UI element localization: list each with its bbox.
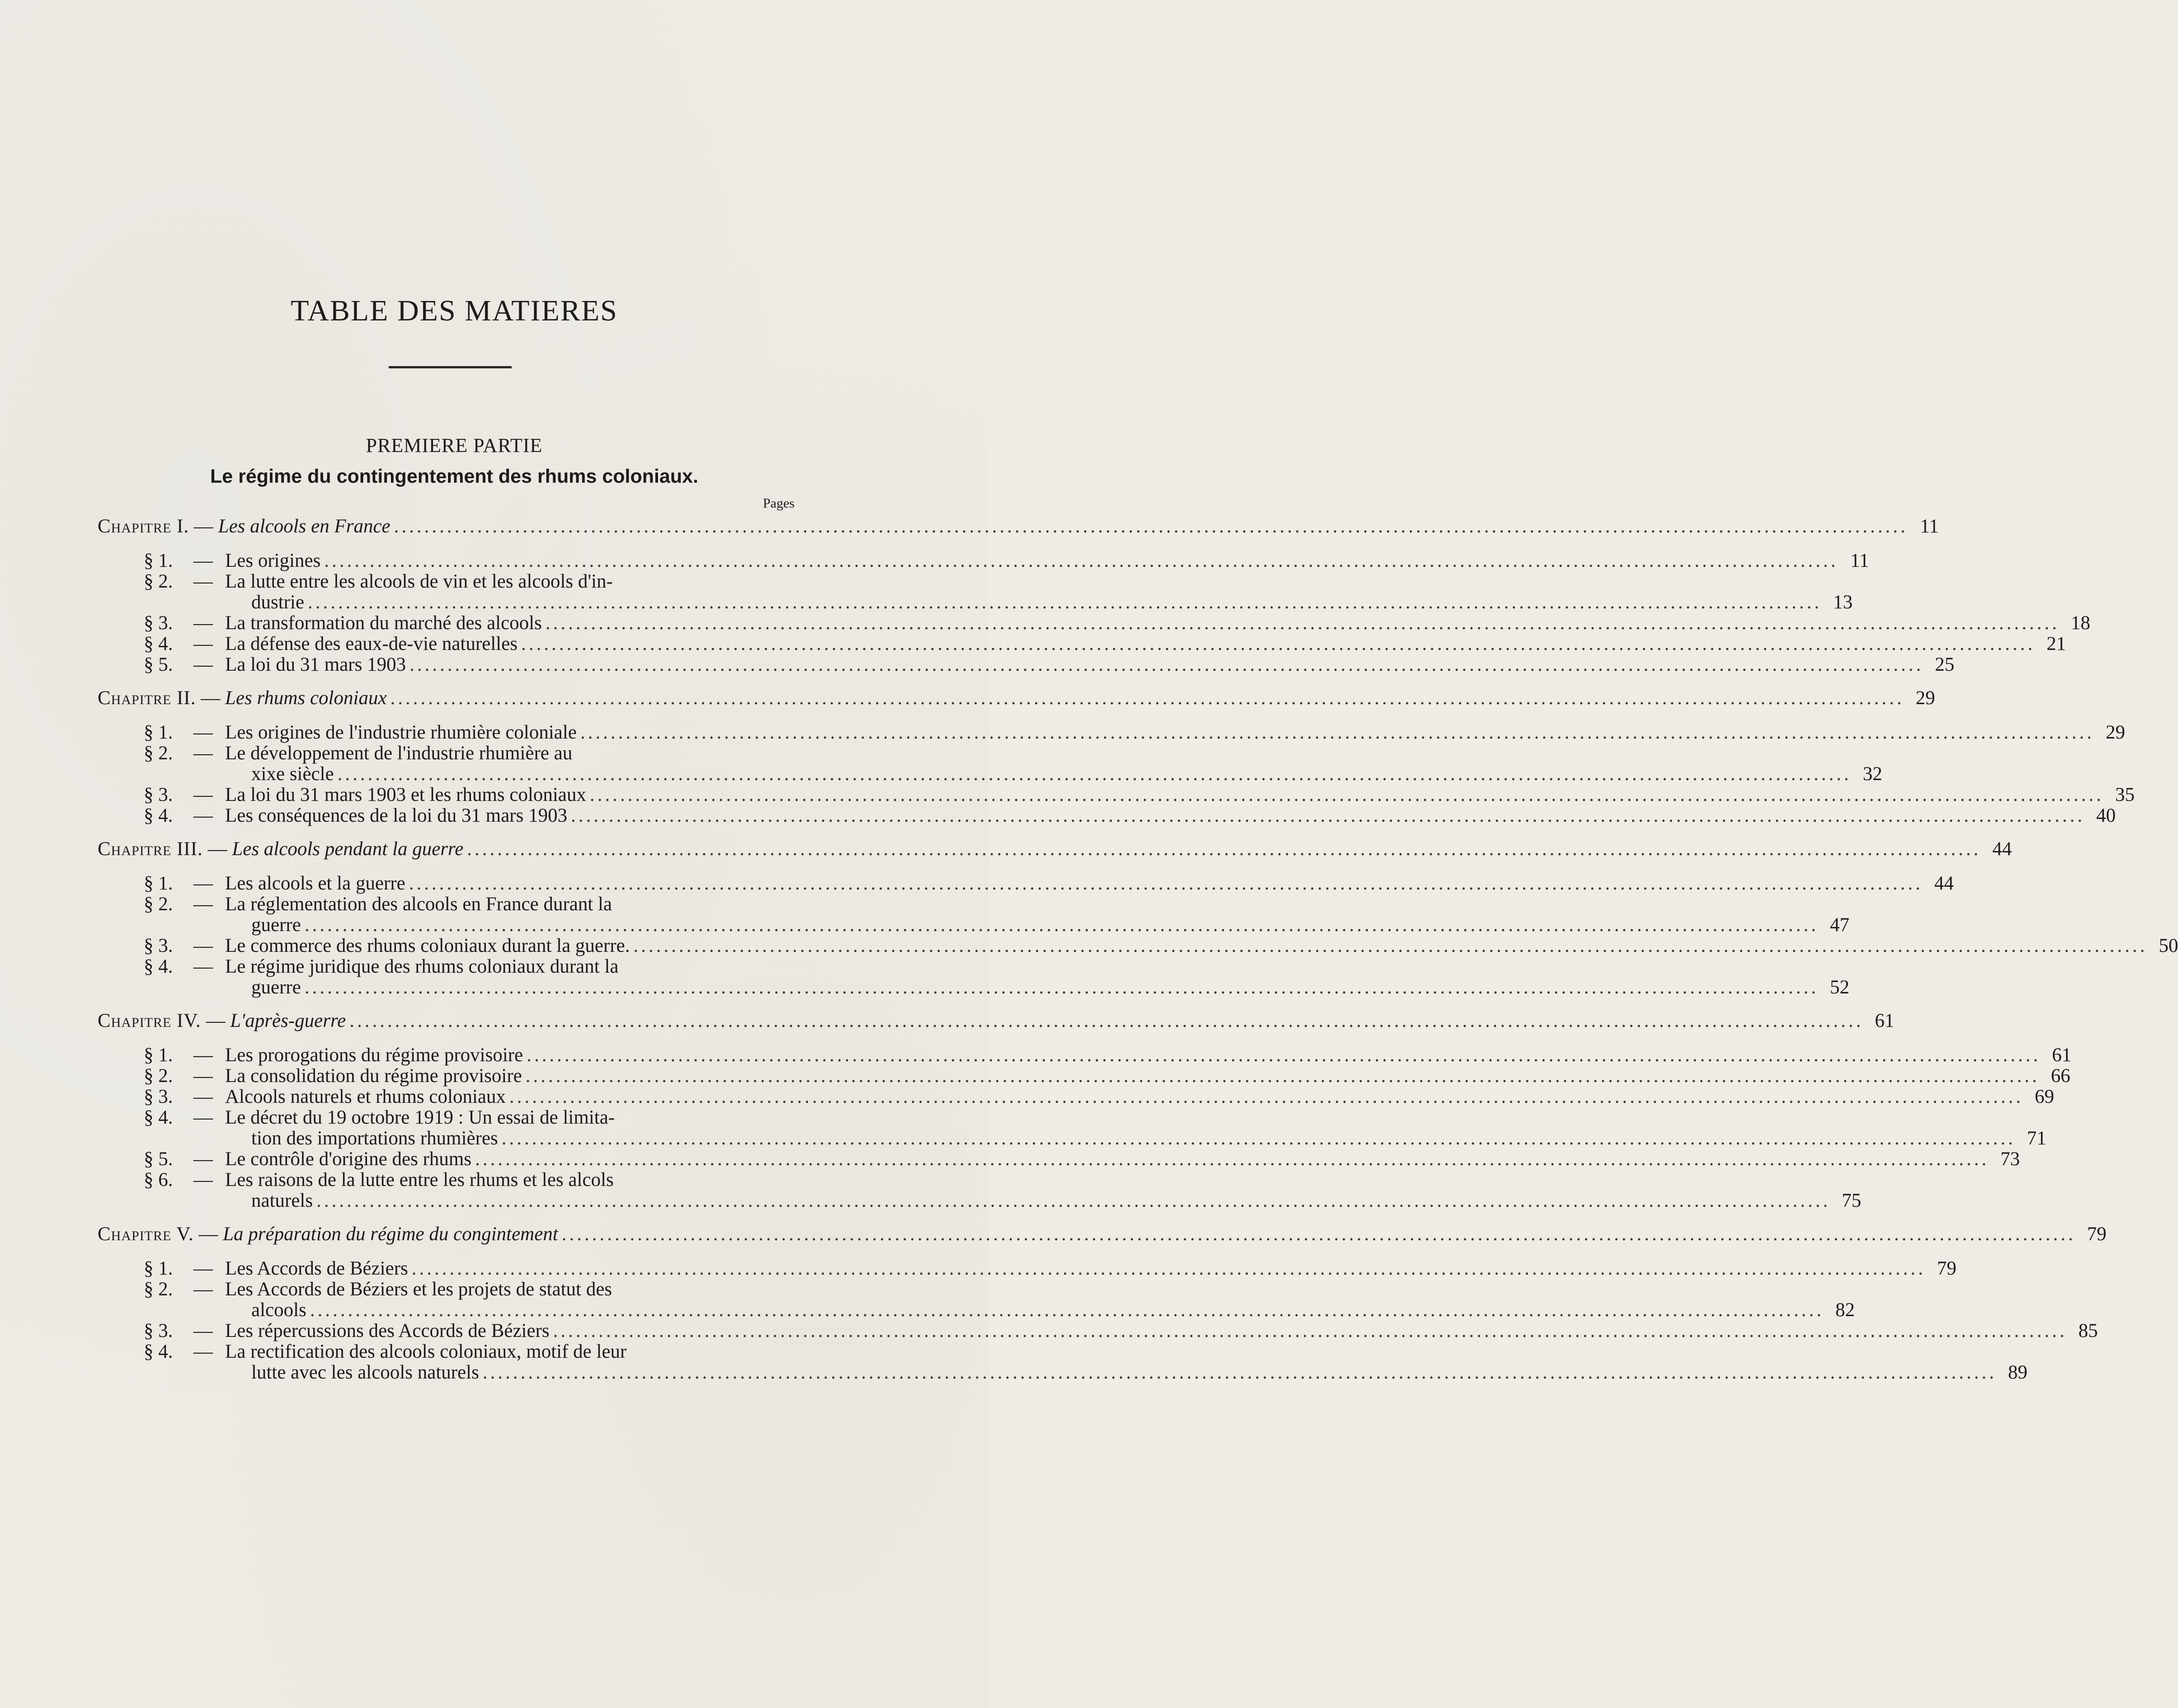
em-dash: —	[193, 1258, 213, 1279]
em-dash: —	[193, 1169, 213, 1190]
section-title: La lutte entre les alcools de vin et les alcools d'in-	[225, 571, 613, 592]
toc-section-cont-row	[251, 914, 1849, 936]
chapter-title: L'après-guerre	[230, 1010, 346, 1031]
entry-text	[144, 633, 517, 655]
section-label: § 2.	[144, 743, 173, 764]
dot-leader: ........................................................................................................................................................................................................	[409, 873, 1923, 894]
em-dash: —	[193, 550, 213, 571]
em-dash: —	[193, 1341, 213, 1362]
page-number: 29	[1915, 687, 1935, 709]
dot-leader: ........................................................................................................................................................................................................	[475, 1148, 1990, 1170]
section-title-cont: alcools	[251, 1299, 306, 1321]
dot-leader: ........................................................................................................................................................................................................	[411, 1258, 1926, 1279]
toc-section-row	[144, 1086, 2054, 1108]
toc-section-cont-row	[251, 591, 1853, 614]
section-label: § 1.	[144, 550, 173, 571]
em-dash: —	[193, 633, 213, 654]
em-dash: —	[193, 935, 213, 956]
page-number: 40	[2096, 805, 2116, 826]
toc-section-row	[144, 1148, 2020, 1171]
spacer: —	[189, 516, 218, 537]
page-number: 85	[2078, 1320, 2098, 1341]
toc-section-cont-row	[251, 1127, 2046, 1150]
section-title: Les alcools et la guerre	[225, 873, 405, 894]
page-number: 44	[1934, 873, 1954, 894]
section-title-cont: xixe siècle	[251, 763, 334, 785]
dot-leader: ........................................................................................................................................................................................................	[525, 1065, 2040, 1087]
em-dash: —	[193, 722, 213, 743]
page-number: 69	[2034, 1086, 2054, 1107]
dot-leader: ........................................................................................................................................................................................................	[571, 805, 2085, 826]
toc-section-row	[144, 1257, 1957, 1280]
entry-text	[251, 591, 304, 614]
dot-leader: ........................................................................................................................................................................................................	[310, 1299, 1824, 1321]
toc-section-row	[144, 805, 2116, 827]
entry-text	[144, 935, 630, 957]
em-dash: —	[193, 654, 213, 675]
spacer: —	[193, 1223, 223, 1245]
toc-chapter-row	[98, 1010, 1895, 1032]
entry-text	[144, 1086, 506, 1108]
dot-leader: ........................................................................................................................................................................................................	[509, 1086, 2023, 1107]
em-dash: —	[193, 1107, 213, 1128]
section-title-cont: tion des importations rhumières	[251, 1128, 498, 1149]
section-label: § 6.	[144, 1169, 173, 1190]
section-label: § 4.	[144, 956, 173, 977]
dot-leader: ........................................................................................................................................................................................................	[589, 784, 2104, 805]
entry-text	[144, 1148, 471, 1171]
dot-leader: ........................................................................................................................................................................................................	[349, 1010, 1864, 1031]
chapter-label: Chapitre V.	[98, 1223, 194, 1245]
section-title: Les Accords de Béziers	[225, 1258, 408, 1279]
dot-leader: ........................................................................................................................................................................................................	[521, 633, 2036, 654]
section-title-cont: lutte avec les alcools naturels	[251, 1362, 479, 1383]
toc-section-row	[144, 872, 1954, 895]
toc-section-row	[144, 893, 612, 916]
toc-section-row	[144, 1278, 612, 1301]
toc-section-cont-row	[251, 1361, 2027, 1384]
page-number: 29	[2105, 722, 2125, 743]
chapter-label: Chapitre IV.	[98, 1010, 201, 1031]
toc-section-row	[144, 955, 619, 978]
entry-text	[251, 976, 301, 999]
section-title-cont: dustrie	[251, 592, 305, 613]
em-dash: —	[193, 1148, 213, 1170]
dot-leader: ........................................................................................................................................................................................................	[482, 1362, 1997, 1383]
page-number: 11	[1850, 550, 1869, 571]
entry-text	[251, 763, 334, 786]
section-label: § 4.	[144, 805, 173, 826]
entry-text	[144, 612, 542, 635]
entry-text	[251, 914, 301, 936]
toc-section-row	[144, 633, 2066, 655]
entry-text	[98, 515, 390, 538]
entry-text	[251, 1190, 313, 1212]
toc-section-row	[144, 570, 613, 593]
em-dash: —	[193, 612, 213, 634]
toc-section-row	[144, 1065, 2070, 1087]
dot-leader: ........................................................................................................................................................................................................	[304, 914, 1819, 936]
toc-section-row	[144, 1320, 2098, 1342]
section-title-cont: naturels	[251, 1190, 313, 1211]
page-number: 32	[1863, 763, 1882, 785]
section-title: Le développement de l'industrie rhumière au	[225, 743, 573, 764]
section-label: § 3.	[144, 612, 173, 634]
toc-section-row	[144, 654, 1955, 676]
dot-leader: ........................................................................................................................................................................................................	[580, 722, 2094, 743]
section-title: Les répercussions des Accords de Béziers	[225, 1320, 550, 1341]
dot-leader: ........................................................................................................................................................................................................	[304, 977, 1819, 998]
toc-section-row	[144, 1341, 626, 1363]
toc-section-row	[144, 1106, 615, 1129]
em-dash: —	[193, 956, 213, 977]
section-title: La loi du 31 mars 1903	[225, 654, 406, 675]
toc-section-row	[144, 721, 2125, 744]
toc-chapter-row	[98, 515, 1939, 538]
em-dash: —	[193, 805, 213, 826]
dot-leader: ........................................................................................................................................................................................................	[501, 1128, 2016, 1149]
entry-text	[251, 1361, 479, 1384]
em-dash: —	[193, 743, 213, 764]
spacer: —	[202, 838, 232, 860]
section-label: § 3.	[144, 935, 173, 956]
section-label: § 3.	[144, 1320, 173, 1341]
toc-section-row	[144, 550, 1869, 572]
page-number: 82	[1835, 1299, 1855, 1321]
part-subtitle: Le régime du contingentement des rhums coloniaux.	[210, 466, 698, 487]
page-number: 47	[1830, 914, 1849, 936]
title-rule	[389, 366, 512, 368]
dot-leader: ........................................................................................................................................................................................................	[324, 550, 1839, 571]
dot-leader: ........................................................................................................................................................................................................	[394, 516, 1908, 537]
dot-leader: ........................................................................................................................................................................................................	[467, 838, 1981, 860]
toc-section-cont-row	[251, 1190, 1862, 1212]
section-label: § 1.	[144, 1045, 173, 1066]
section-label: § 3.	[144, 784, 173, 805]
toc-chapter-row	[98, 1223, 2107, 1246]
page-number: 73	[2000, 1148, 2020, 1170]
part-label: PREMIERE PARTIE	[366, 434, 543, 456]
em-dash: —	[193, 894, 213, 915]
entry-text	[144, 872, 405, 895]
dot-leader: ........................................................................................................................................................................................................	[633, 935, 2148, 956]
page-number: 25	[1935, 654, 1955, 675]
page-number: 61	[2052, 1045, 2072, 1066]
chapter-title: Les rhums coloniaux	[225, 687, 387, 709]
page-number: 18	[2070, 612, 2090, 634]
section-label: § 5.	[144, 654, 173, 675]
page-number: 11	[1920, 516, 1939, 537]
chapter-label: Chapitre I.	[98, 516, 189, 537]
chapter-title: La préparation du régime du congintement	[223, 1223, 558, 1245]
toc-section-row	[144, 1044, 2072, 1067]
dot-leader: ........................................................................................................................................................................................................	[553, 1320, 2067, 1341]
page-number: 79	[2087, 1223, 2107, 1245]
toc-section-row	[144, 742, 572, 765]
toc-section-row	[144, 784, 2135, 806]
entry-text	[144, 721, 577, 744]
em-dash: —	[193, 1279, 213, 1300]
entry-text	[251, 1127, 498, 1150]
entry-text	[98, 1010, 346, 1032]
entry-text	[144, 1065, 522, 1087]
entry-text	[144, 1044, 523, 1067]
entry-text	[144, 550, 320, 572]
section-title-cont: guerre	[251, 977, 301, 998]
section-label: § 1.	[144, 1258, 173, 1279]
section-title: Les Accords de Béziers et les projets de statut des	[225, 1279, 612, 1300]
spacer: —	[196, 687, 225, 709]
page-number: 21	[2046, 633, 2066, 654]
page-number: 79	[1937, 1258, 1957, 1279]
section-title: Le régime juridique des rhums coloniaux durant la	[225, 956, 619, 977]
section-label: § 3.	[144, 1086, 173, 1107]
entry-text	[144, 784, 586, 806]
em-dash: —	[193, 1320, 213, 1341]
page-number: 13	[1833, 592, 1853, 613]
section-title: Le décret du 19 octobre 1919 : Un essai de limita-	[225, 1107, 615, 1128]
section-title: La loi du 31 mars 1903 et les rhums coloniaux	[225, 784, 586, 805]
spacer: —	[201, 1010, 231, 1031]
toc-section-cont-row	[251, 763, 1882, 786]
page-title: TABLE DES MATIERES	[291, 294, 618, 327]
entry-text	[144, 1320, 550, 1342]
toc-section-row	[144, 1169, 614, 1191]
dot-leader: ........................................................................................................................................................................................................	[390, 687, 1905, 709]
page-number: 89	[2008, 1362, 2027, 1383]
section-title: Alcools naturels et rhums coloniaux	[225, 1086, 506, 1107]
chapter-title: Les alcools pendant la guerre	[232, 838, 464, 860]
em-dash: —	[193, 784, 213, 805]
em-dash: —	[193, 1045, 213, 1066]
section-label: § 1.	[144, 722, 173, 743]
page-number: 61	[1875, 1010, 1895, 1031]
chapter-label: Chapitre II.	[98, 687, 196, 709]
section-label: § 4.	[144, 633, 173, 654]
em-dash: —	[193, 1086, 213, 1107]
dot-leader: ........................................................................................................................................................................................................	[527, 1045, 2041, 1066]
page-number: 66	[2051, 1065, 2070, 1087]
section-title: Le commerce des rhums coloniaux durant la guerre.	[225, 935, 630, 956]
pages-column-header: Pages	[763, 496, 795, 511]
section-title: La consolidation du régime provisoire	[225, 1065, 522, 1087]
section-label: § 2.	[144, 571, 173, 592]
section-label: § 4.	[144, 1341, 173, 1362]
section-title-cont: guerre	[251, 914, 301, 936]
section-title: Les prorogations du régime provisoire	[225, 1045, 523, 1066]
entry-text	[144, 805, 567, 827]
entry-text	[98, 838, 463, 861]
page-number: 44	[1992, 838, 2012, 860]
entry-text	[251, 1299, 306, 1322]
toc-section-row	[144, 935, 2178, 957]
dot-leader: ........................................................................................................................................................................................................	[316, 1190, 1831, 1211]
dot-leader: ........................................................................................................................................................................................................	[337, 763, 1852, 785]
em-dash: —	[193, 873, 213, 894]
page-number: 75	[1842, 1190, 1862, 1211]
dot-leader: ........................................................................................................................................................................................................	[308, 592, 1822, 613]
dot-leader: ........................................................................................................................................................................................................	[545, 612, 2060, 634]
page-number: 50	[2159, 935, 2178, 956]
section-title: La réglementation des alcools en France durant la	[225, 894, 612, 915]
page-number: 35	[2115, 784, 2135, 805]
section-title: Les conséquences de la loi du 31 mars 1903	[225, 805, 568, 826]
em-dash: —	[193, 1065, 213, 1087]
page-number: 71	[2027, 1128, 2046, 1149]
section-title: Les raisons de la lutte entre les rhums et les alcols	[225, 1169, 614, 1190]
page-number: 52	[1830, 977, 1849, 998]
section-label: § 1.	[144, 873, 173, 894]
toc-section-cont-row	[251, 976, 1849, 999]
entry-text	[144, 654, 406, 676]
dot-leader: ........................................................................................................................................................................................................	[561, 1223, 2076, 1245]
entry-text	[144, 1257, 408, 1280]
toc-section-row	[144, 612, 2090, 635]
section-title: Les origines	[225, 550, 321, 571]
toc-chapter-row	[98, 687, 1935, 710]
toc-section-cont-row	[251, 1299, 1855, 1322]
section-title: Les origines de l'industrie rhumière coloniale	[225, 722, 577, 743]
section-title: Le contrôle d'origine des rhums	[225, 1148, 472, 1170]
section-title: La transformation du marché des alcools	[225, 612, 542, 634]
chapter-title: Les alcools en France	[218, 516, 390, 537]
entry-text	[98, 687, 387, 710]
section-title: La défense des eaux-de-vie naturelles	[225, 633, 518, 654]
toc-chapter-row	[98, 838, 2012, 861]
em-dash: —	[193, 571, 213, 592]
section-label: § 2.	[144, 1279, 173, 1300]
section-label: § 2.	[144, 894, 173, 915]
section-label: § 2.	[144, 1065, 173, 1087]
dot-leader: ........................................................................................................................................................................................................	[409, 654, 1924, 675]
section-label: § 5.	[144, 1148, 173, 1170]
section-label: § 4.	[144, 1107, 173, 1128]
chapter-label: Chapitre III.	[98, 838, 203, 860]
section-title: La rectification des alcools coloniaux, motif de leur	[225, 1341, 627, 1362]
entry-text	[98, 1223, 558, 1246]
